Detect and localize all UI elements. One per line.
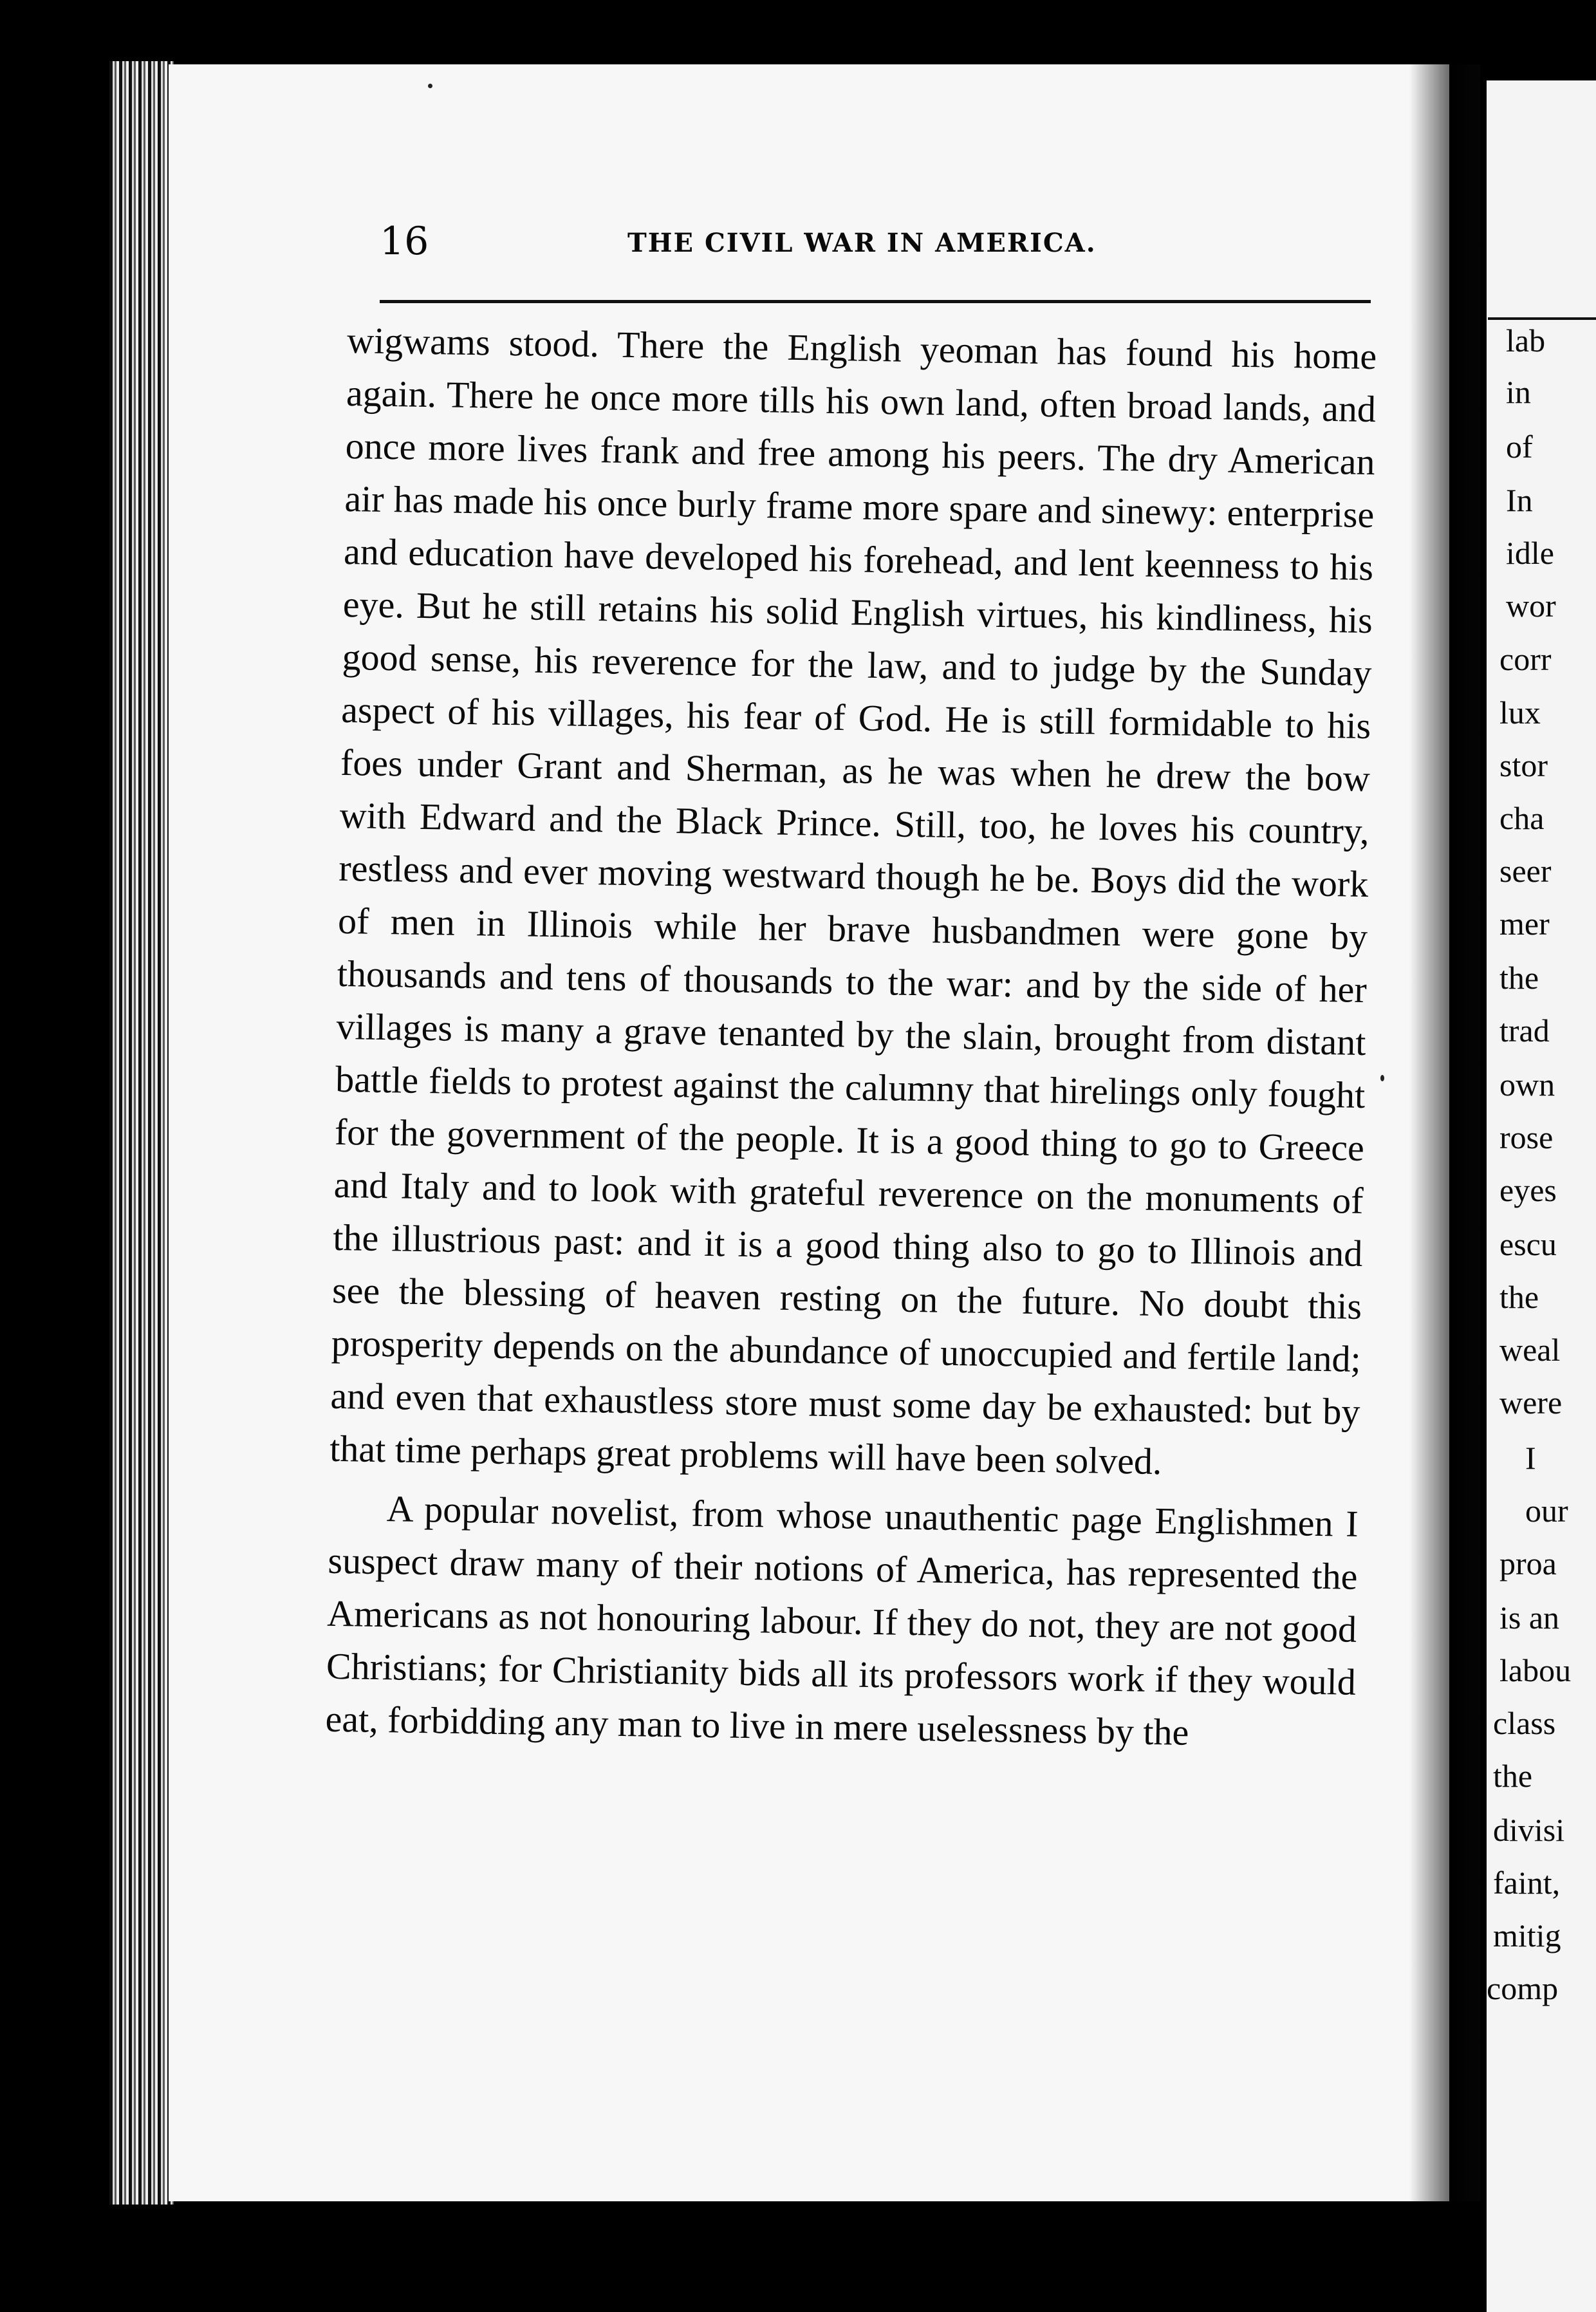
facing-page-line: is an bbox=[1499, 1599, 1560, 1636]
facing-page-line: cha bbox=[1499, 800, 1545, 836]
facing-page-line: mer bbox=[1499, 906, 1550, 942]
facing-page-line: our bbox=[1525, 1493, 1568, 1529]
facing-page-line: of bbox=[1506, 429, 1533, 465]
facing-page-line: weal bbox=[1499, 1332, 1561, 1368]
facing-page-line: the bbox=[1499, 960, 1539, 996]
facing-page-line: corr bbox=[1499, 641, 1552, 677]
facing-page-line: labou bbox=[1499, 1652, 1572, 1688]
facing-page-line: idle bbox=[1506, 535, 1554, 571]
facing-page-line: proa bbox=[1499, 1545, 1557, 1581]
facing-page-line: were bbox=[1499, 1384, 1563, 1421]
paragraph-2: A popular novelist, from whose unauthentic page Englishmen I suspect draw many of their notions of America, has represented the Americans as not honouring labour. If they do not, they are not good Christians; for Christianity bids all its professors work if they would eat, forbidding any man to live in mere uselessness by the bbox=[325, 1487, 1359, 1753]
dust-speck bbox=[428, 84, 432, 88]
gutter-shadow bbox=[1409, 64, 1480, 2201]
facing-page-line: in bbox=[1506, 374, 1531, 410]
running-head: THE CIVIL WAR IN AMERICA. bbox=[627, 228, 1097, 258]
facing-page-rule bbox=[1488, 317, 1596, 320]
facing-page-line: the bbox=[1499, 1279, 1539, 1315]
facing-page-line: class bbox=[1493, 1705, 1556, 1741]
facing-page-line: In bbox=[1506, 482, 1533, 518]
facing-page-line: the bbox=[1493, 1758, 1533, 1794]
facing-page-line: escu bbox=[1499, 1226, 1557, 1262]
facing-page-fragment bbox=[1487, 80, 1596, 2312]
page-header bbox=[380, 219, 1371, 277]
facing-page-line: wor bbox=[1506, 588, 1556, 624]
facing-page-line: rose bbox=[1499, 1119, 1554, 1155]
facing-page-line: I bbox=[1525, 1440, 1536, 1476]
facing-page-line: comp bbox=[1487, 1970, 1559, 2006]
facing-page-line: stor bbox=[1499, 747, 1548, 783]
facing-page-line: divisi bbox=[1493, 1812, 1565, 1848]
book-page-edges bbox=[109, 61, 174, 2205]
facing-page-line: trad bbox=[1499, 1012, 1550, 1049]
facing-page-line: faint, bbox=[1493, 1865, 1561, 1901]
facing-page-line: own bbox=[1499, 1067, 1555, 1103]
facing-page-line: seer bbox=[1499, 853, 1552, 889]
facing-page-line: mitig bbox=[1493, 1917, 1561, 1953]
header-rule bbox=[380, 300, 1371, 303]
facing-page-line: eyes bbox=[1499, 1172, 1557, 1208]
facing-page-line: lux bbox=[1499, 695, 1541, 731]
facing-page-line: lab bbox=[1506, 322, 1546, 359]
body-text bbox=[325, 314, 1377, 1762]
page-number: 16 bbox=[380, 219, 429, 264]
dust-speck bbox=[1380, 1075, 1384, 1081]
paragraph-1: wigwams stood. There the English yeoman has found his home again. There he once more tills his own land, often broad lands, and once more lives frank and free among his peers. The dry American air has made his once burly frame more spare and sinewy: enterprise and education have developed his forehead, and lent keenness to his eye. But he still retains his solid English virtues, his kindliness, his good sense, his reverence for the law, and to judge by the Sunday aspect of his villages, his fear of God. He is still formidable to his foes under Grant and Sherman, as he was when he drew the bow with Edward and the Black Prince. Still, too, he loves his country, restless and ever moving westward though he be. Boys did the work of men in Illinois while her brave husbandmen were gone by thousands and tens of thousands to the war: and by the side of her villages is many a grave tenanted by the slain, brought from distant battle fields to protest against the calumny that hirelings only fought for the government of the people. It is a good thing to go to Greece and Italy and to look with grateful reverence on the monuments of the illustrious past: and it is a good thing also to go to Illinois and see the blessing of heaven resting on the future. No doubt this prosperity depends on the abundance of unoccupied and fertile land; and even that exhaustless store must some day be exhausted: but by that time perhaps great problems will have been solved. bbox=[329, 319, 1377, 1483]
